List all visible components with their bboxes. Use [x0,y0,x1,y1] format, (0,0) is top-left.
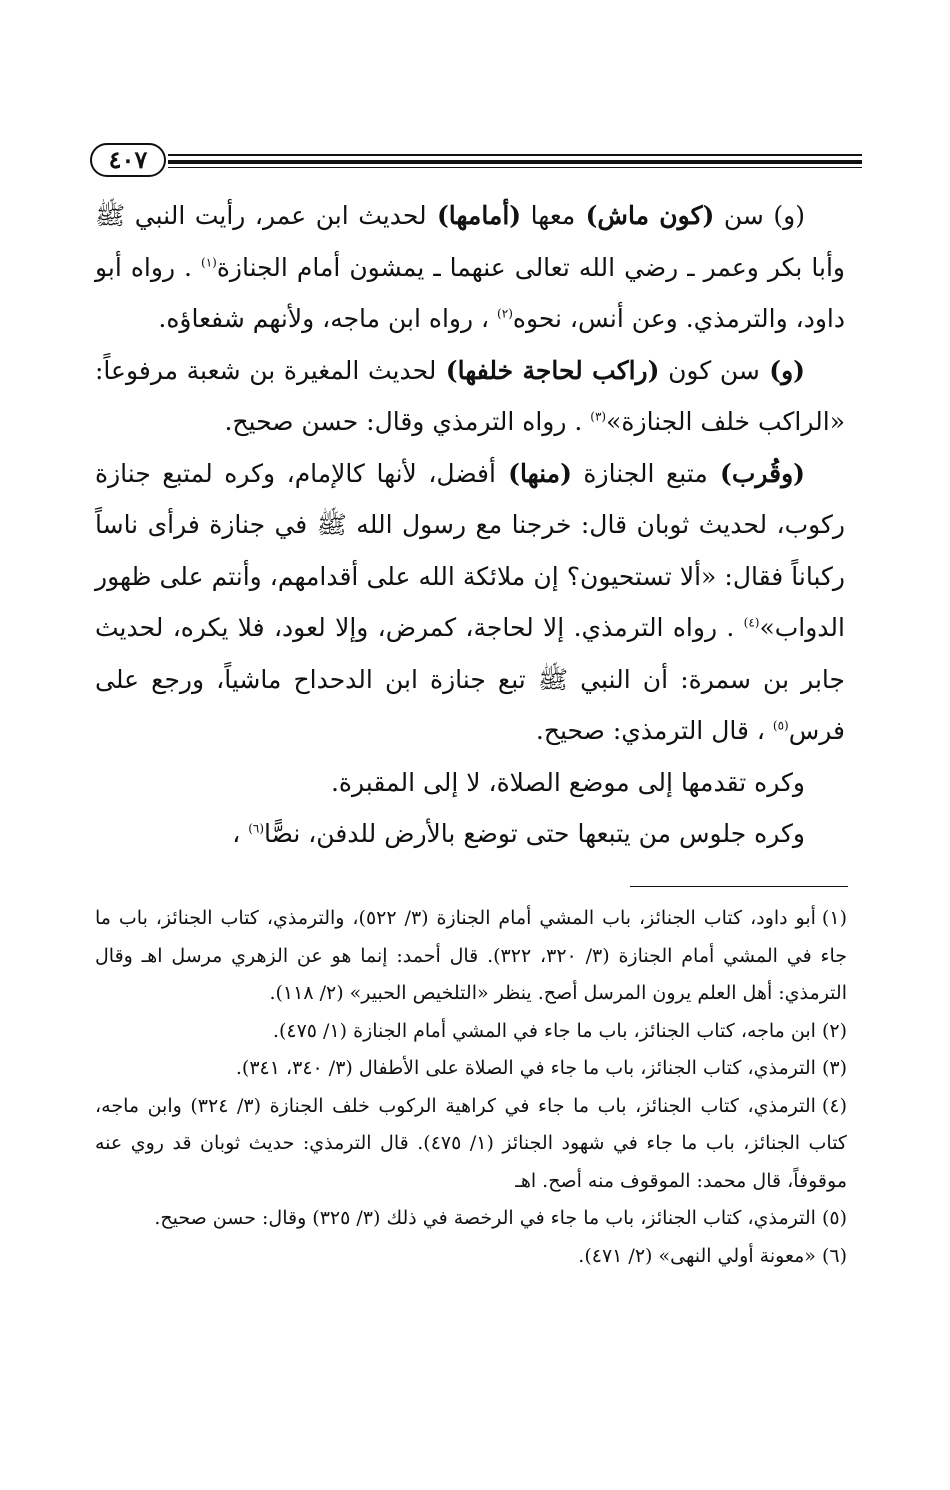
footnote-text: أبو داود، كتاب الجنائز، باب المشي أمام الجنازة (٣/ ٥٢٢)، والترمذي، كتاب الجنائز، باب ما جاء في المشي أمام الجنازة (٣/ ٣٢٠، ٣٢٢). قال أحمد: إنما هو عن الزهري مرسل اهـ وقال الترمذي: أهل العلم يرون المرسل أصح. ينظر «التلخيص الحبير» (٢/ ١١٨). [95,907,847,1004]
page-header [90,140,862,180]
paragraph-4 [95,757,845,809]
footnote-5 [95,1200,847,1238]
text-run: ، رواه ابن ماجه، ولأنهم شفعاؤه. [158,304,498,333]
footnote-ref: (٤) [743,615,760,630]
text-run: (و) سن [714,201,805,230]
footnote-4 [95,1088,847,1201]
footnote-1 [95,900,847,1013]
page-number: ٤٠٧ [90,143,166,177]
footnote-text: «معونة أولي النهى» (٢/ ٤٧١). [578,1244,816,1267]
footnote-ref: (٥) [772,718,789,733]
footnote-ref: (٦) [248,821,265,836]
text-run: وكره تقدمها إلى موضع الصلاة، لا إلى المقبرة. [330,767,805,797]
text-run: (وقُرب) [707,458,806,488]
text-run: سن كون [659,355,760,385]
text-run: لحديث ابن عمر، رأيت النبي ﷺ وأبا بكر وعمر ـ رضي الله تعالى عنهما ـ يمشون أمام الجنازة [95,201,845,282]
text-run: . رواه الترمذي. إلا لحاجة، كمرض، وإلا لعود، فلا يكره، لحديث جابر بن سمرة: أن النبي ﷺ تبع جنازة ابن الدحداح ماشياً، ورجع على فرس [95,613,845,745]
text-run: لحديث المغيرة بن شعبة مرفوعاً: «الراكب خلف الجنازة» [95,355,845,436]
header-rule-top [168,154,862,156]
paragraph-5 [95,808,845,860]
text-run: متبع الجنازة [571,458,708,488]
footnote-number: (٦) [821,1244,847,1267]
footnote-number: (٢) [821,1019,847,1042]
main-text [95,190,845,860]
footnote-2 [95,1013,847,1051]
paragraph-3 [95,448,845,757]
text-run: (كون ماش) [575,201,715,230]
header-rule-bottom [168,167,862,168]
footnote-6 [95,1238,847,1276]
text-run: (أمامها) [426,201,522,230]
text-run: (منها) [495,458,572,488]
footnote-3 [95,1050,847,1088]
footnote-number: (٤) [821,1094,847,1117]
footnote-number: (١) [821,907,847,929]
footnote-text: الترمذي، كتاب الجنائز، باب ما جاء في الصلاة على الأطفال (٣/ ٣٤٠، ٣٤١). [235,1057,816,1079]
text-run: (و) [759,355,805,385]
header-rule-middle [168,160,862,164]
paragraph-2 [95,345,845,448]
footnote-text: الترمذي، كتاب الجنائز، باب ما جاء في كراهية الركوب خلف الجنازة (٣/ ٣٢٤) وابن ماجه، كتاب الجنائز، باب ما جاء في شهود الجنائز (١/ ٤٧٥). قال الترمذي: حديث ثوبان قد روي عنه موقوفاً، قال محمد: الموقوف منه أصح. اهـ [95,1094,847,1192]
footnote-ref: (١) [201,255,217,270]
text-run: وكره جلوس من يتبعها حتى توضع بالأرض للدفن، نصًّا [264,819,805,848]
footnote-separator [630,886,848,887]
text-run: أفضل، لأنها كالإمام، وكره لمتبع جنازة ركوب، لحديث ثوبان قال: خرجنا مع رسول الله ﷺ في جنازة فرأى ناساً ركباناً فقال: «ألا تستحيون؟ إن ملائكة الله على أقدامهم، وأنتم على ظهور الدواب» [95,458,845,642]
footnotes [95,900,847,1275]
footnote-number: (٣) [821,1057,847,1079]
text-run: . رواه الترمذي وقال: حسن صحيح. [224,407,591,436]
text-run: معها [521,201,576,230]
footnote-text: ابن ماجه، كتاب الجنائز، باب ما جاء في المشي أمام الجنازة (١/ ٤٧٥). [272,1019,816,1042]
footnote-ref: (٢) [497,306,513,321]
text-run: (راكب لحاجة خلفها) [436,355,660,385]
footnote-number: (٥) [821,1207,847,1229]
footnote-text: الترمذي، كتاب الجنائز، باب ما جاء في الرخصة في ذلك (٣/ ٣٢٥) وقال: حسن صحيح. [154,1207,816,1229]
paragraph-1 [95,190,845,345]
footnote-ref: (٣) [590,409,607,424]
text-run: . رواه أبو داود، والترمذي. وعن أنس، نحوه [95,252,845,333]
text-run: ، قال الترمذي: صحيح. [535,716,773,745]
text-run: ، [232,819,249,848]
